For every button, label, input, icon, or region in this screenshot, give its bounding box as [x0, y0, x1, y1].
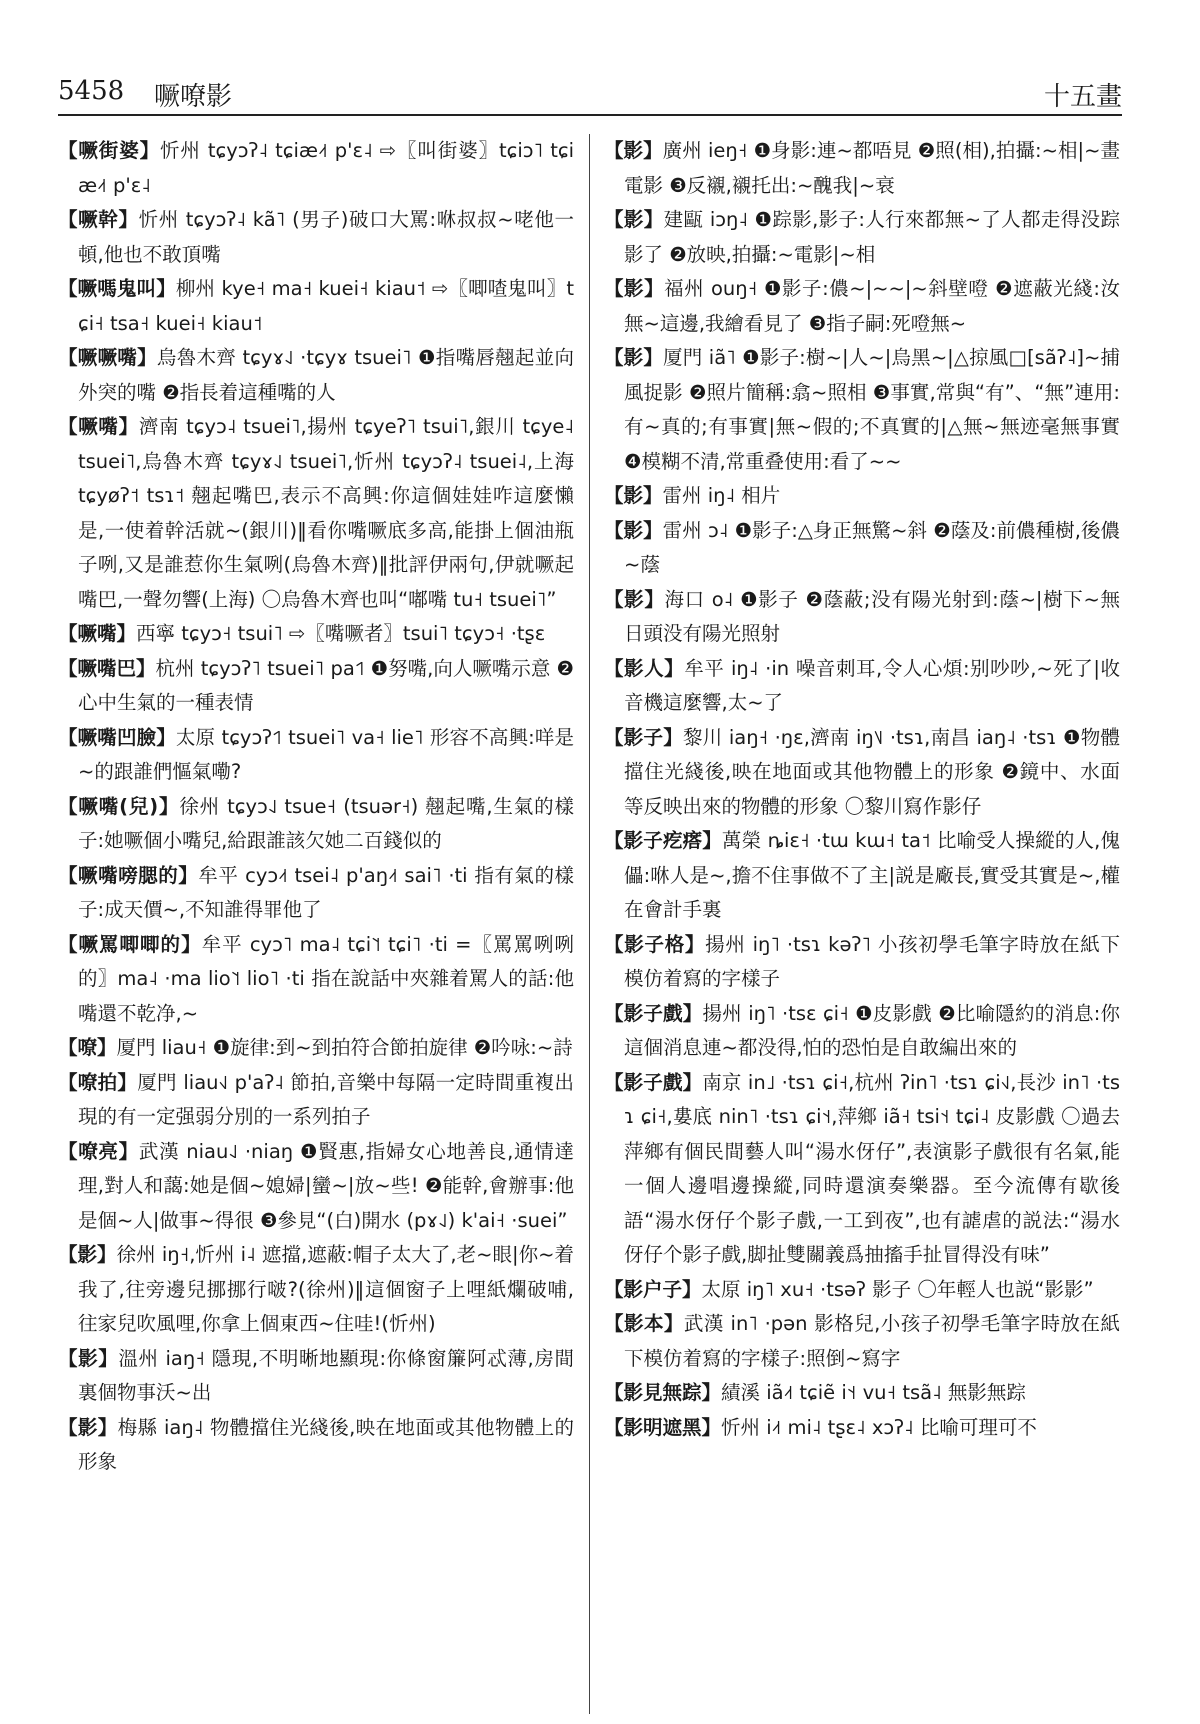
entry-headword: 【影見無踪】	[604, 1381, 722, 1404]
entry-definition: 績溪 iã˨˦ tɕiẽ i˦˧ vu˧ tsã˨ 無影無踪	[721, 1381, 1026, 1404]
page-head-characters: 噘嘹影	[154, 82, 233, 112]
entry-headword: 【影】	[604, 518, 663, 542]
dictionary-entry	[58, 859, 574, 928]
entry-definition: 牟平 cyɔ˥ ma˨ tɕi˥˦ tɕi˥ ·ti =〖罵罵咧咧的〗ma˨ ·ma lio˥˦ lio˥ ·ti 指在說話中夾雜着罵人的話:他嘴還不乾净,~	[78, 932, 574, 1025]
dictionary-entry	[58, 1238, 574, 1342]
right-column	[604, 134, 1120, 1714]
entry-definition: 徐州 iŋ˧,忻州 i˨ 遮擋,遮蔽:帽子太大了,老~眼|你~着我了,往旁邊兒挪挪行啵?(徐州)‖這個窗子上哩紙爛破哺,往家兒吹風哩,你拿上個東西~住哇!(忻州)	[78, 1243, 574, 1335]
entry-definition: 武漢 in˥ ·pən 影格兒,小孩子初學毛筆字時放在紙下模仿着寫的字樣子:照倒~寫字	[624, 1312, 1120, 1370]
entry-definition: 武漢 niau˨˩ ·niaŋ ❶賢惠,指婦女心地善良,通情達理,對人和藹:她是個~媳婦|蠻~|放~些! ❷能幹,會辦事:他是個~人|做事~得很 ❸參見“(白)開水 (pɤ˨˩) k'ai˧ ·suei”	[78, 1139, 574, 1232]
entry-definition: 福州 ouŋ˧ ❶影子:儂~|~~|~斜壁噔 ❷遮蔽光綫:汝無~這邊,我繪看見了 ❸指子嗣:死噔無~	[624, 277, 1120, 335]
entry-definition: 烏魯木齊 tɕyɤ˨˩ ·tɕyɤ tsuei˥ ❶指嘴唇翹起並向外突的嘴 ❷指長着這種嘴的人	[78, 346, 574, 404]
entry-definition: 建甌 iɔŋ˨ ❶踪影,影子:人行來都無~了人都走得没踪影了 ❷放映,拍攝:~電影|~相	[624, 208, 1120, 266]
column-divider	[589, 134, 590, 1714]
entry-headword: 【影人】	[604, 656, 685, 680]
page-header	[58, 70, 1122, 116]
dictionary-entry	[58, 617, 574, 652]
entry-headword: 【影】	[58, 1346, 119, 1370]
entry-headword: 【影】	[604, 346, 664, 369]
entry-headword: 【噘嘴】	[58, 415, 139, 438]
entry-definition: 太原 iŋ˥ xu˧ ·tsəʔ 影子 〇年輕人也説“影影”	[701, 1277, 1094, 1301]
entry-headword: 【嘹】	[58, 1036, 117, 1059]
entry-definition: 雷州 iŋ˨ 相片	[662, 484, 781, 507]
dictionary-entry	[58, 1135, 574, 1239]
entry-headword: 【噘幹】	[58, 208, 139, 231]
entry-definition: 濟南 tɕyɔ˨ tsuei˥,揚州 tɕyeʔ˥ tsui˥,銀川 tɕye˨ tsuei˥,烏魯木齊 tɕyɤ˨˩ tsuei˥,忻州 tɕyɔʔ˨ tsuei˨,上海 tɕyøʔ˦ tsɿ˦ 翹起嘴巴,表示不高興:你這個娃娃咋這麼懶是,一使着幹活就~(銀川)‖看你嘴噘底多高,能掛上個油瓶子咧,又是誰惹你生氣咧(烏魯木齊)‖批評伊兩句,伊就噘起嘴巴,一聲勿響(上海) 〇烏魯木齊也叫“嘟嘴 tu˧ tsuei˥”	[78, 415, 574, 611]
entry-definition: 厦門 iã˥ ❶影子:樹~|人~|烏黑~|△掠風□[sãʔ˨]~捕風捉影 ❷照片簡稱:翕~照相 ❸事實,常與“有”、“無”連用:有~真的;有事實|無~假的;不真實的|△無~無迹毫無事實 ❹模糊不清,常重叠使用:看了~~	[624, 346, 1120, 473]
entry-headword: 【噘罵唧唧的】	[58, 932, 202, 956]
entry-headword: 【影子疙瘩】	[604, 829, 722, 852]
entry-definition: 杭州 tɕyɔʔ˥ tsuei˥ pa˦˥ ❶努嘴,向人噘嘴示意 ❷心中生氣的一種表情	[78, 656, 574, 714]
entry-headword: 【影明遮黑】	[604, 1415, 722, 1439]
entry-headword: 【噘嘴】	[58, 622, 137, 645]
left-column	[58, 134, 574, 1714]
dictionary-entry	[604, 721, 1120, 825]
entry-headword: 【噘街婆】	[58, 139, 160, 162]
entry-definition: 南京 in˩ ·tsɿ ɕi˧,杭州 ʔin˥ ·tsɿ ɕi˧˩,長沙 in˥ ·tsɿ ɕi˧,婁底 nin˥ ·tsɿ ɕi˦˧,萍鄉 iã˧ tsi˦˧ tɕi˨ 皮影戲 〇過去萍鄉有個民間藝人叫“湯水伢仔”,表演影子戲很有名氣,能一個人邊唱邊操縱,同時還演奏樂器。至今流傳有歇後語“湯水伢仔个影子戲,一工到夜”,也有謔虐的説法:“湯水伢仔个影子戲,脚扯雙關義爲抽搐手扯冒得没有味”	[624, 1070, 1120, 1266]
entry-definition: 揚州 iŋ˥ ·tsɛ ɕi˧ ❶皮影戲 ❷比喻隱約的消息:你這個消息連~都没得,怕的恐怕是自敢編出來的	[624, 1001, 1120, 1059]
dictionary-entry	[58, 272, 574, 341]
dictionary-entry	[604, 1307, 1120, 1376]
entry-headword: 【嘹亮】	[58, 1139, 139, 1163]
entry-headword: 【影】	[604, 484, 663, 507]
entry-headword: 【噘嘴巴】	[58, 656, 156, 680]
entry-headword: 【影户子】	[604, 1277, 702, 1301]
dictionary-entry	[58, 134, 574, 203]
entry-headword: 【噘嘴凹臉】	[58, 725, 176, 749]
entry-headword: 【影】	[604, 587, 665, 611]
dictionary-entry	[604, 203, 1120, 272]
dictionary-entry	[58, 928, 574, 1032]
dictionary-entry	[58, 341, 574, 410]
dictionary-entry	[604, 341, 1120, 479]
entry-definition: 忻州 tɕyɔʔ˨ kã˥ (男子)破口大罵:咻叔叔~咾他一頓,他也不敢頂嘴	[78, 208, 574, 266]
entry-definition: 太原 tɕyɔʔ˦˥ tsuei˥ va˧ lie˥ 形容不高興:咩是~的跟誰們慪氣嘞?	[78, 725, 574, 783]
entry-headword: 【影子】	[604, 725, 683, 749]
dictionary-entry	[604, 1411, 1120, 1446]
entry-headword: 【嘹拍】	[58, 1070, 138, 1094]
entry-definition: 揚州 iŋ˥ ·tsɿ kəʔ˥ 小孩初學毛筆字時放在紙下模仿着寫的字樣子	[624, 932, 1120, 990]
entry-definition: 溫州 iaŋ˧ 隱現,不明晰地顯現:你條窗簾阿忒薄,房間裏個物事沃~出	[78, 1346, 574, 1404]
dictionary-entry	[58, 652, 574, 721]
dictionary-entry	[58, 203, 574, 272]
entry-headword: 【噘噘嘴】	[58, 346, 157, 369]
entry-headword: 【影子戲】	[604, 1070, 703, 1094]
entry-headword: 【噘嗎鬼叫】	[58, 277, 176, 300]
entry-definition: 厦門 liau˧˩ p'aʔ˨ 節拍,音樂中每隔一定時間重複出現的有一定强弱分別的一系列拍子	[78, 1070, 574, 1128]
dictionary-entry	[604, 1376, 1120, 1411]
dictionary-entry	[604, 583, 1120, 652]
dictionary-entry	[58, 1031, 574, 1066]
entry-definition: 海口 o˨ ❶影子 ❷蔭蔽;没有陽光射到:蔭~|樹下~無日頭没有陽光照射	[624, 587, 1120, 645]
dictionary-entry	[58, 1411, 574, 1480]
entry-headword: 【影】	[604, 277, 665, 300]
entry-headword: 【影】	[58, 1243, 117, 1266]
page-number: 5458	[58, 76, 125, 106]
entry-definition: 徐州 tɕyɔ˨˩ tsue˧ (tsuər˧) 翹起嘴,生氣的樣子:她噘個小嘴兒,給跟誰該欠她二百錢似的	[78, 794, 574, 852]
entry-headword: 【影子戲】	[604, 1001, 703, 1025]
entry-columns	[58, 134, 1122, 1714]
entry-definition: 梅縣 iaŋ˨ 物體擋住光綫後,映在地面或其他物體上的形象	[78, 1415, 574, 1473]
dictionary-entry	[604, 1273, 1120, 1308]
entry-definition: 厦門 liau˧ ❶旋律:到~到拍符合節拍旋律 ❷吟咏:~詩	[116, 1036, 573, 1059]
dictionary-entry	[58, 721, 574, 790]
dictionary-entry	[604, 997, 1120, 1066]
entry-headword: 【噘嘴(兒)】	[58, 794, 180, 818]
stroke-count-section: 十五畫	[1043, 82, 1122, 112]
entry-headword: 【影】	[604, 208, 664, 231]
entry-definition: 西寧 tɕyɔ˧ tsui˥ ⇨〖嘴噘者〗tsui˥ tɕyɔ˧ ·tʂɛ	[136, 622, 546, 645]
dictionary-entry	[604, 652, 1120, 721]
entry-headword: 【影子格】	[604, 932, 706, 956]
entry-definition: 忻州 i˨˦ mi˨ tʂɛ˨ xɔʔ˨ 比喻可理可不	[721, 1415, 1037, 1439]
dictionary-entry	[604, 134, 1120, 203]
entry-definition: 牟平 cyɔ˨˦ tsei˨ p'aŋ˨˦ sai˥ ·ti 指有氣的樣子:成天價~,不知誰得罪他了	[78, 863, 574, 921]
entry-headword: 【影本】	[604, 1312, 684, 1335]
entry-definition: 雷州 ɔ˨ ❶影子:△身正無驚~斜 ❷蔭及:前儂種樹,後儂~蔭	[624, 518, 1120, 576]
entry-headword: 【影】	[58, 1415, 118, 1439]
dictionary-entry	[604, 479, 1120, 514]
entry-headword: 【噘嘴嗙腮的】	[58, 863, 199, 887]
entry-definition: 忻州 tɕyɔʔ˨ tɕiæ˨˦ p'ɛ˨ ⇨〖叫街婆〗tɕiɔ˥ tɕiæ˨˦ p'ɛ˨	[78, 139, 574, 197]
entry-definition: 黎川 iaŋ˧ ·ŋɛ,濟南 iŋ˥˩ ·tsɿ,南昌 iaŋ˨ ·tsɿ ❶物體擋住光綫後,映在地面或其他物體上的形象 ❷鏡中、水面等反映出來的物體的形象 〇黎川寫作影仔	[624, 725, 1120, 818]
dictionary-entry	[58, 1066, 574, 1135]
dictionary-entry	[604, 824, 1120, 928]
dictionary-entry	[604, 928, 1120, 997]
entry-definition: 萬榮 ȵiɛ˧ ·tɯ kɯ˧ ta˦ 比喻受人操縱的人,傀儡:咻人是~,擔不住事做不了主|説是廠長,實受其實是~,權在會計手裏	[624, 829, 1120, 921]
dictionary-entry	[58, 410, 574, 617]
entry-definition: 柳州 kye˧ ma˧ kuei˧ kiau˦ ⇨〖唧喳鬼叫〗tɕi˧ tsa˧ kuei˧ kiau˦	[78, 277, 574, 335]
entry-definition: 廣州 ieŋ˧ ❶身影:連~都唔見 ❷照(相),拍攝:~相|~畫電影 ❸反襯,襯托出:~醜我|~衰	[624, 139, 1120, 197]
dictionary-entry	[604, 272, 1120, 341]
dictionary-entry	[58, 1342, 574, 1411]
dictionary-entry	[604, 1066, 1120, 1273]
entry-headword: 【影】	[604, 139, 663, 162]
entry-definition: 牟平 iŋ˨ ·in 噪音刺耳,令人心煩:别吵吵,~死了|收音機這麼響,太~了	[624, 656, 1120, 714]
dictionary-entry	[604, 514, 1120, 583]
dictionary-entry	[58, 790, 574, 859]
